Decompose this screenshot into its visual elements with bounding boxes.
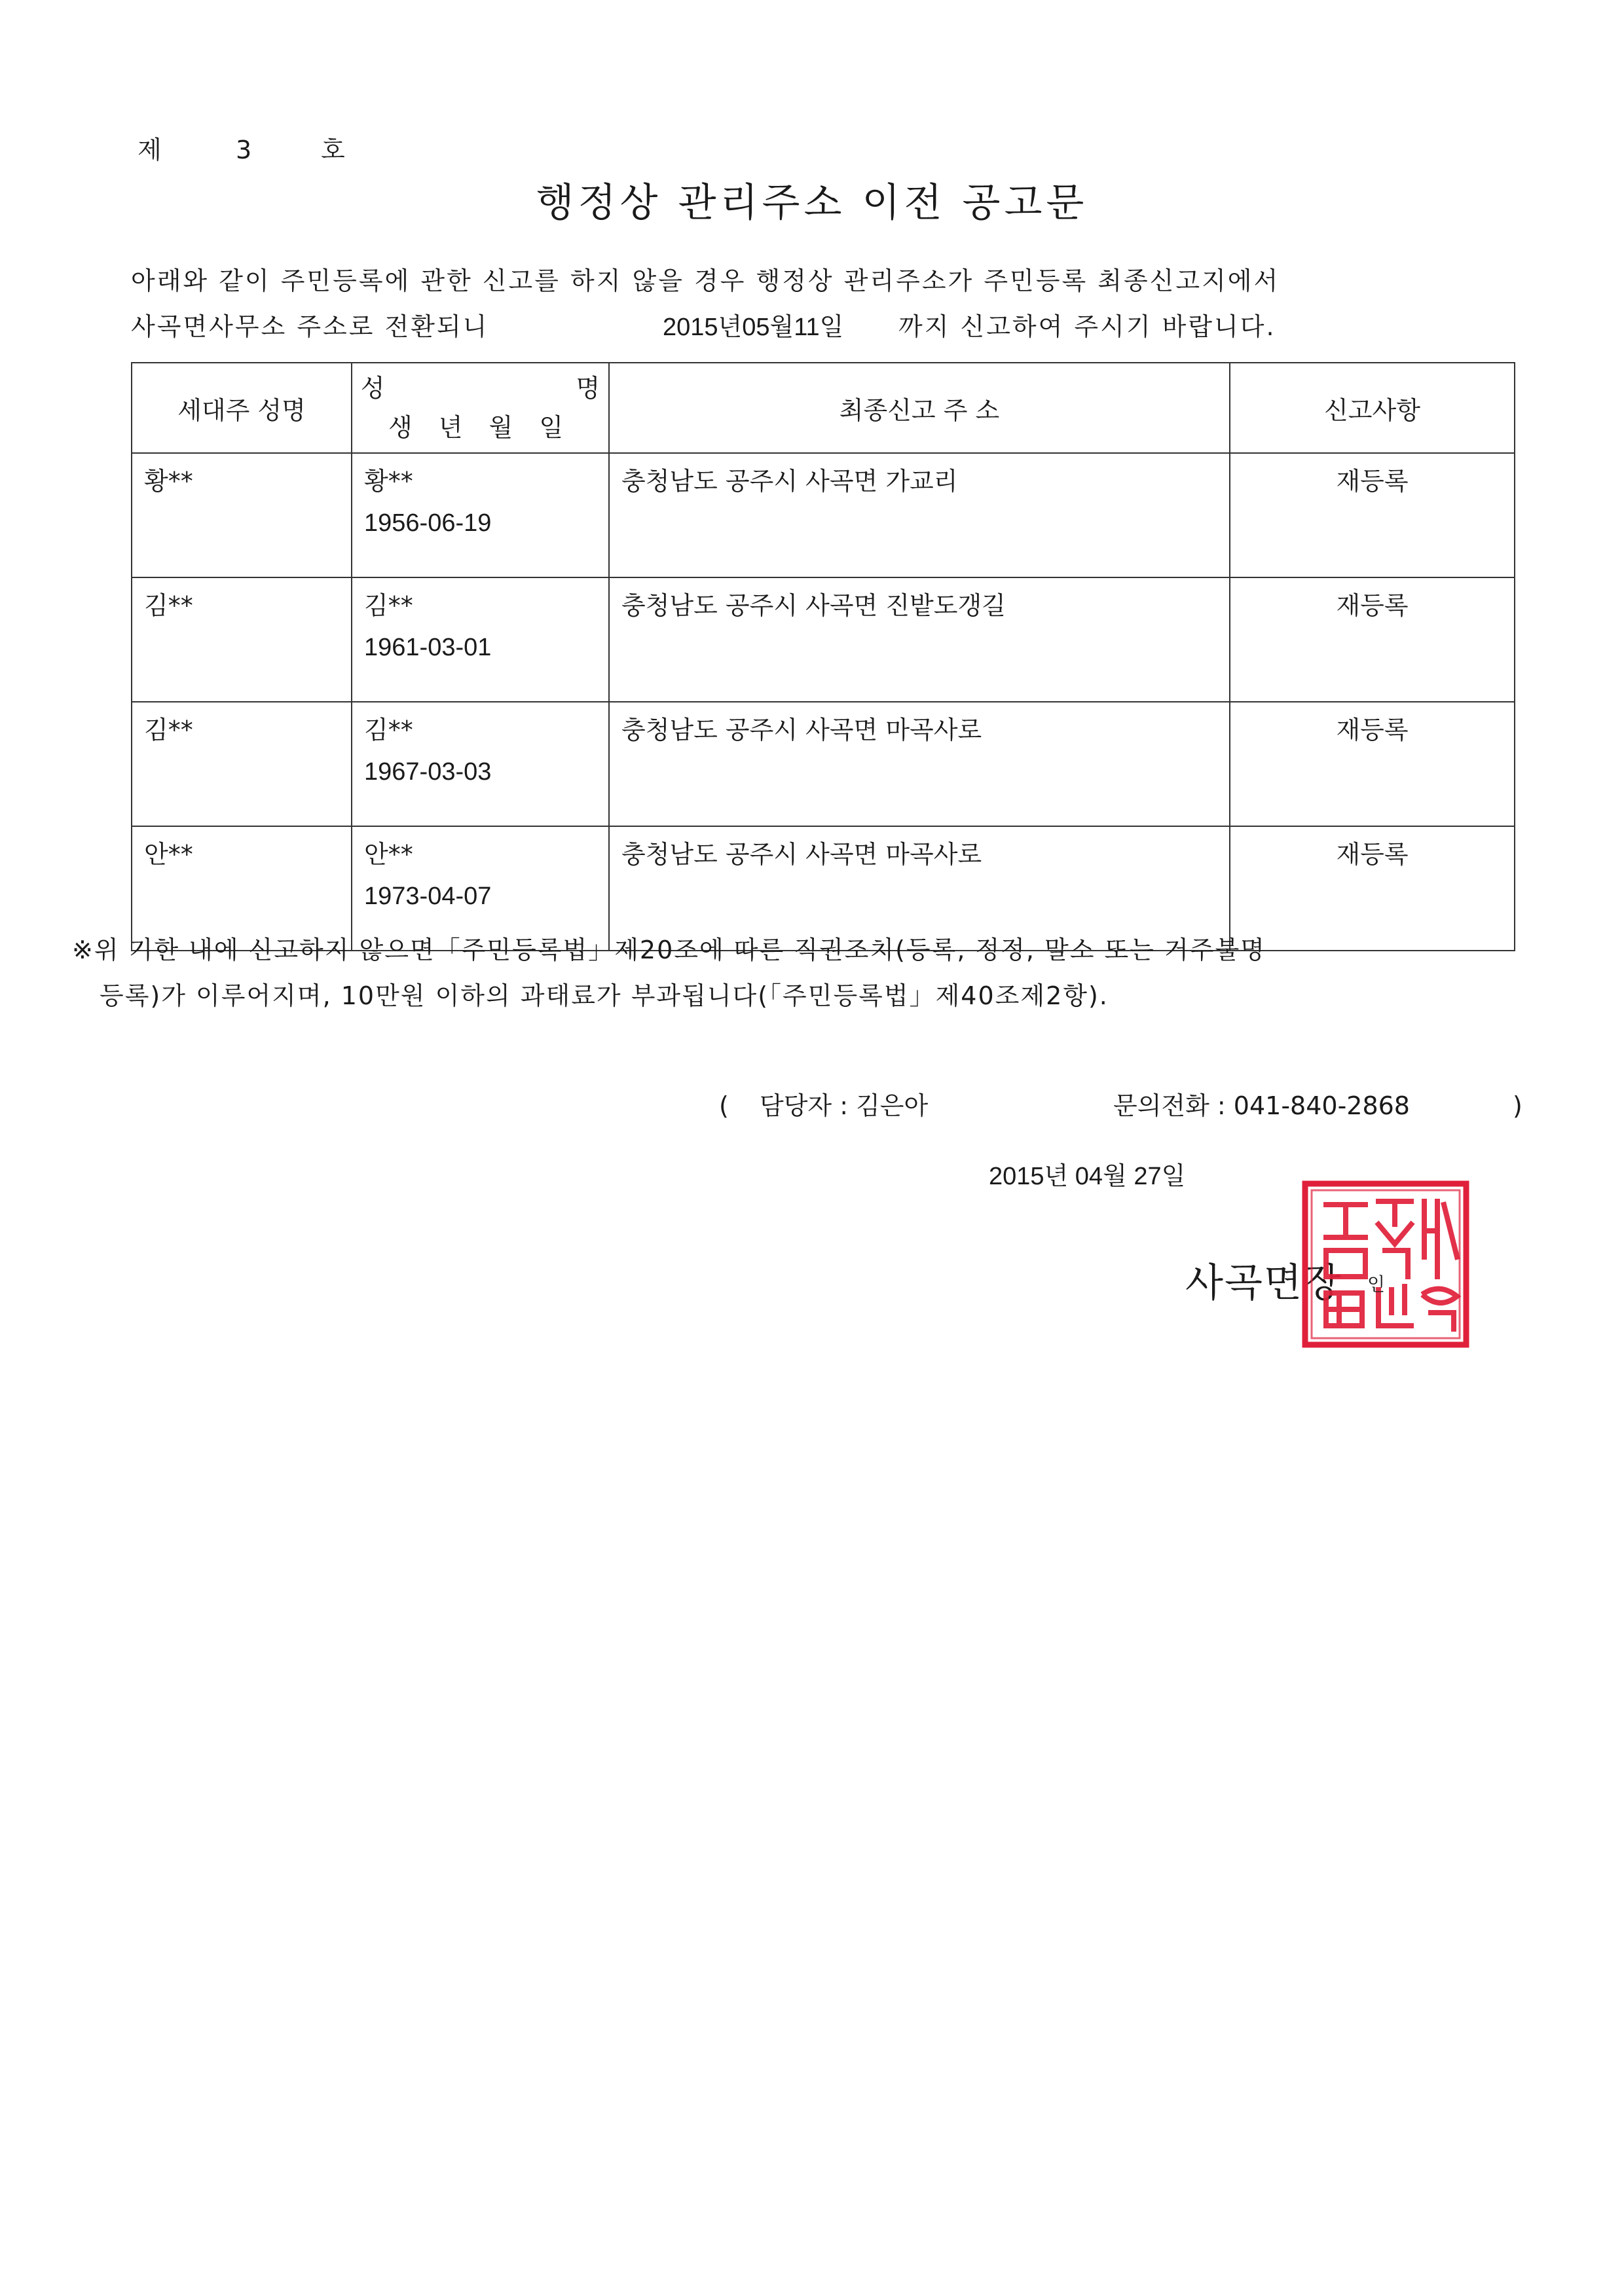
contact-close-paren: ) [1513, 1091, 1522, 1120]
table-row [132, 453, 1515, 577]
notice-line-2: 등록)가 이루어지며, 10만원 이하의 과태료가 부과됩니다(「주민등록법」제40조제2항). [100, 981, 1109, 1010]
cell-birth: 1973-04-07 [364, 883, 492, 910]
cell-address: 충청남도 공주시 사곡면 마곡사로 [609, 826, 1230, 951]
cell-householder: 안** [132, 826, 352, 951]
document-title: 행정상 관리주소 이전 공고문 [536, 180, 1088, 226]
contact-open-paren: ( [719, 1091, 729, 1120]
cell-status: 재등록 [1230, 453, 1515, 577]
cell-status: 재등록 [1230, 826, 1515, 951]
header-name: 성 명 [360, 374, 692, 403]
cell-name: 안** [364, 840, 413, 869]
cell-householder: 황** [132, 453, 352, 577]
table-row [132, 577, 1515, 702]
cell-address: 충청남도 공주시 사곡면 가교리 [609, 453, 1230, 577]
cell-birth: 1956-06-19 [364, 509, 492, 537]
document-number [138, 130, 345, 166]
header-address: 최종신고 주 소 [609, 363, 1230, 453]
header-birth: 생 년 월 일 [388, 413, 573, 442]
cell-birth: 1961-03-01 [364, 634, 492, 661]
intro-line-2: 사곡면사무소 주소로 전환되니 [131, 312, 489, 341]
notice-line-1: ※위 기한 내에 신고하지 않으면「주민등록법」제20조에 따른 직권조치(등록, 정정, 말소 또는 거주불명 [72, 936, 1266, 964]
official-seal-stamp [1300, 1178, 1471, 1350]
cell-status: 재등록 [1230, 577, 1515, 702]
header-householder: 세대주 성명 [132, 363, 352, 453]
document-number-prefix: 제 [138, 136, 162, 164]
register-table [131, 362, 1515, 951]
contact-info [719, 1085, 1522, 1121]
cell-name: 김** [364, 716, 413, 744]
seal-glyphs [1326, 1201, 1457, 1329]
cell-status: 재등록 [1230, 702, 1515, 826]
cell-householder: 김** [132, 702, 352, 826]
signatory-title: 사곡면장 [1185, 1260, 1342, 1306]
table-header-row [132, 363, 1515, 453]
seal-mark: 인 [1367, 1273, 1386, 1295]
cell-name: 황** [364, 467, 413, 496]
cell-name: 김** [364, 591, 413, 620]
cell-name-birth [352, 453, 609, 577]
cell-householder: 김** [132, 577, 352, 702]
header-name-birth [352, 363, 692, 453]
intro-line-2-end: 까지 신고하여 주시기 바랍니다. [898, 312, 1276, 341]
cell-birth: 1967-03-03 [364, 758, 492, 786]
cell-address: 충청남도 공주시 사곡면 마곡사로 [609, 702, 1230, 826]
cell-name-birth [352, 577, 609, 702]
deadline-date: 2015년05월11일 [663, 314, 844, 341]
header-status: 신고사항 [1230, 363, 1515, 453]
seal-border [1305, 1184, 1466, 1345]
intro-line-1: 아래와 같이 주민등록에 관한 신고를 하지 않을 경우 행정상 관리주소가 주민등록 최종신고지에서 [131, 266, 1280, 295]
contact-phone: 문의전화 : 041-840-2868 [1113, 1091, 1410, 1120]
document-number-value: 3 [236, 136, 252, 164]
issue-date: 2015년 04월 27일 [989, 1163, 1186, 1190]
table-row [132, 702, 1515, 826]
cell-name-birth [352, 702, 609, 826]
contact-officer: 담당자 : 김은아 [760, 1091, 929, 1120]
cell-address: 충청남도 공주시 사곡면 진밭도갱길 [609, 577, 1230, 702]
document-number-suffix: 호 [321, 136, 345, 164]
